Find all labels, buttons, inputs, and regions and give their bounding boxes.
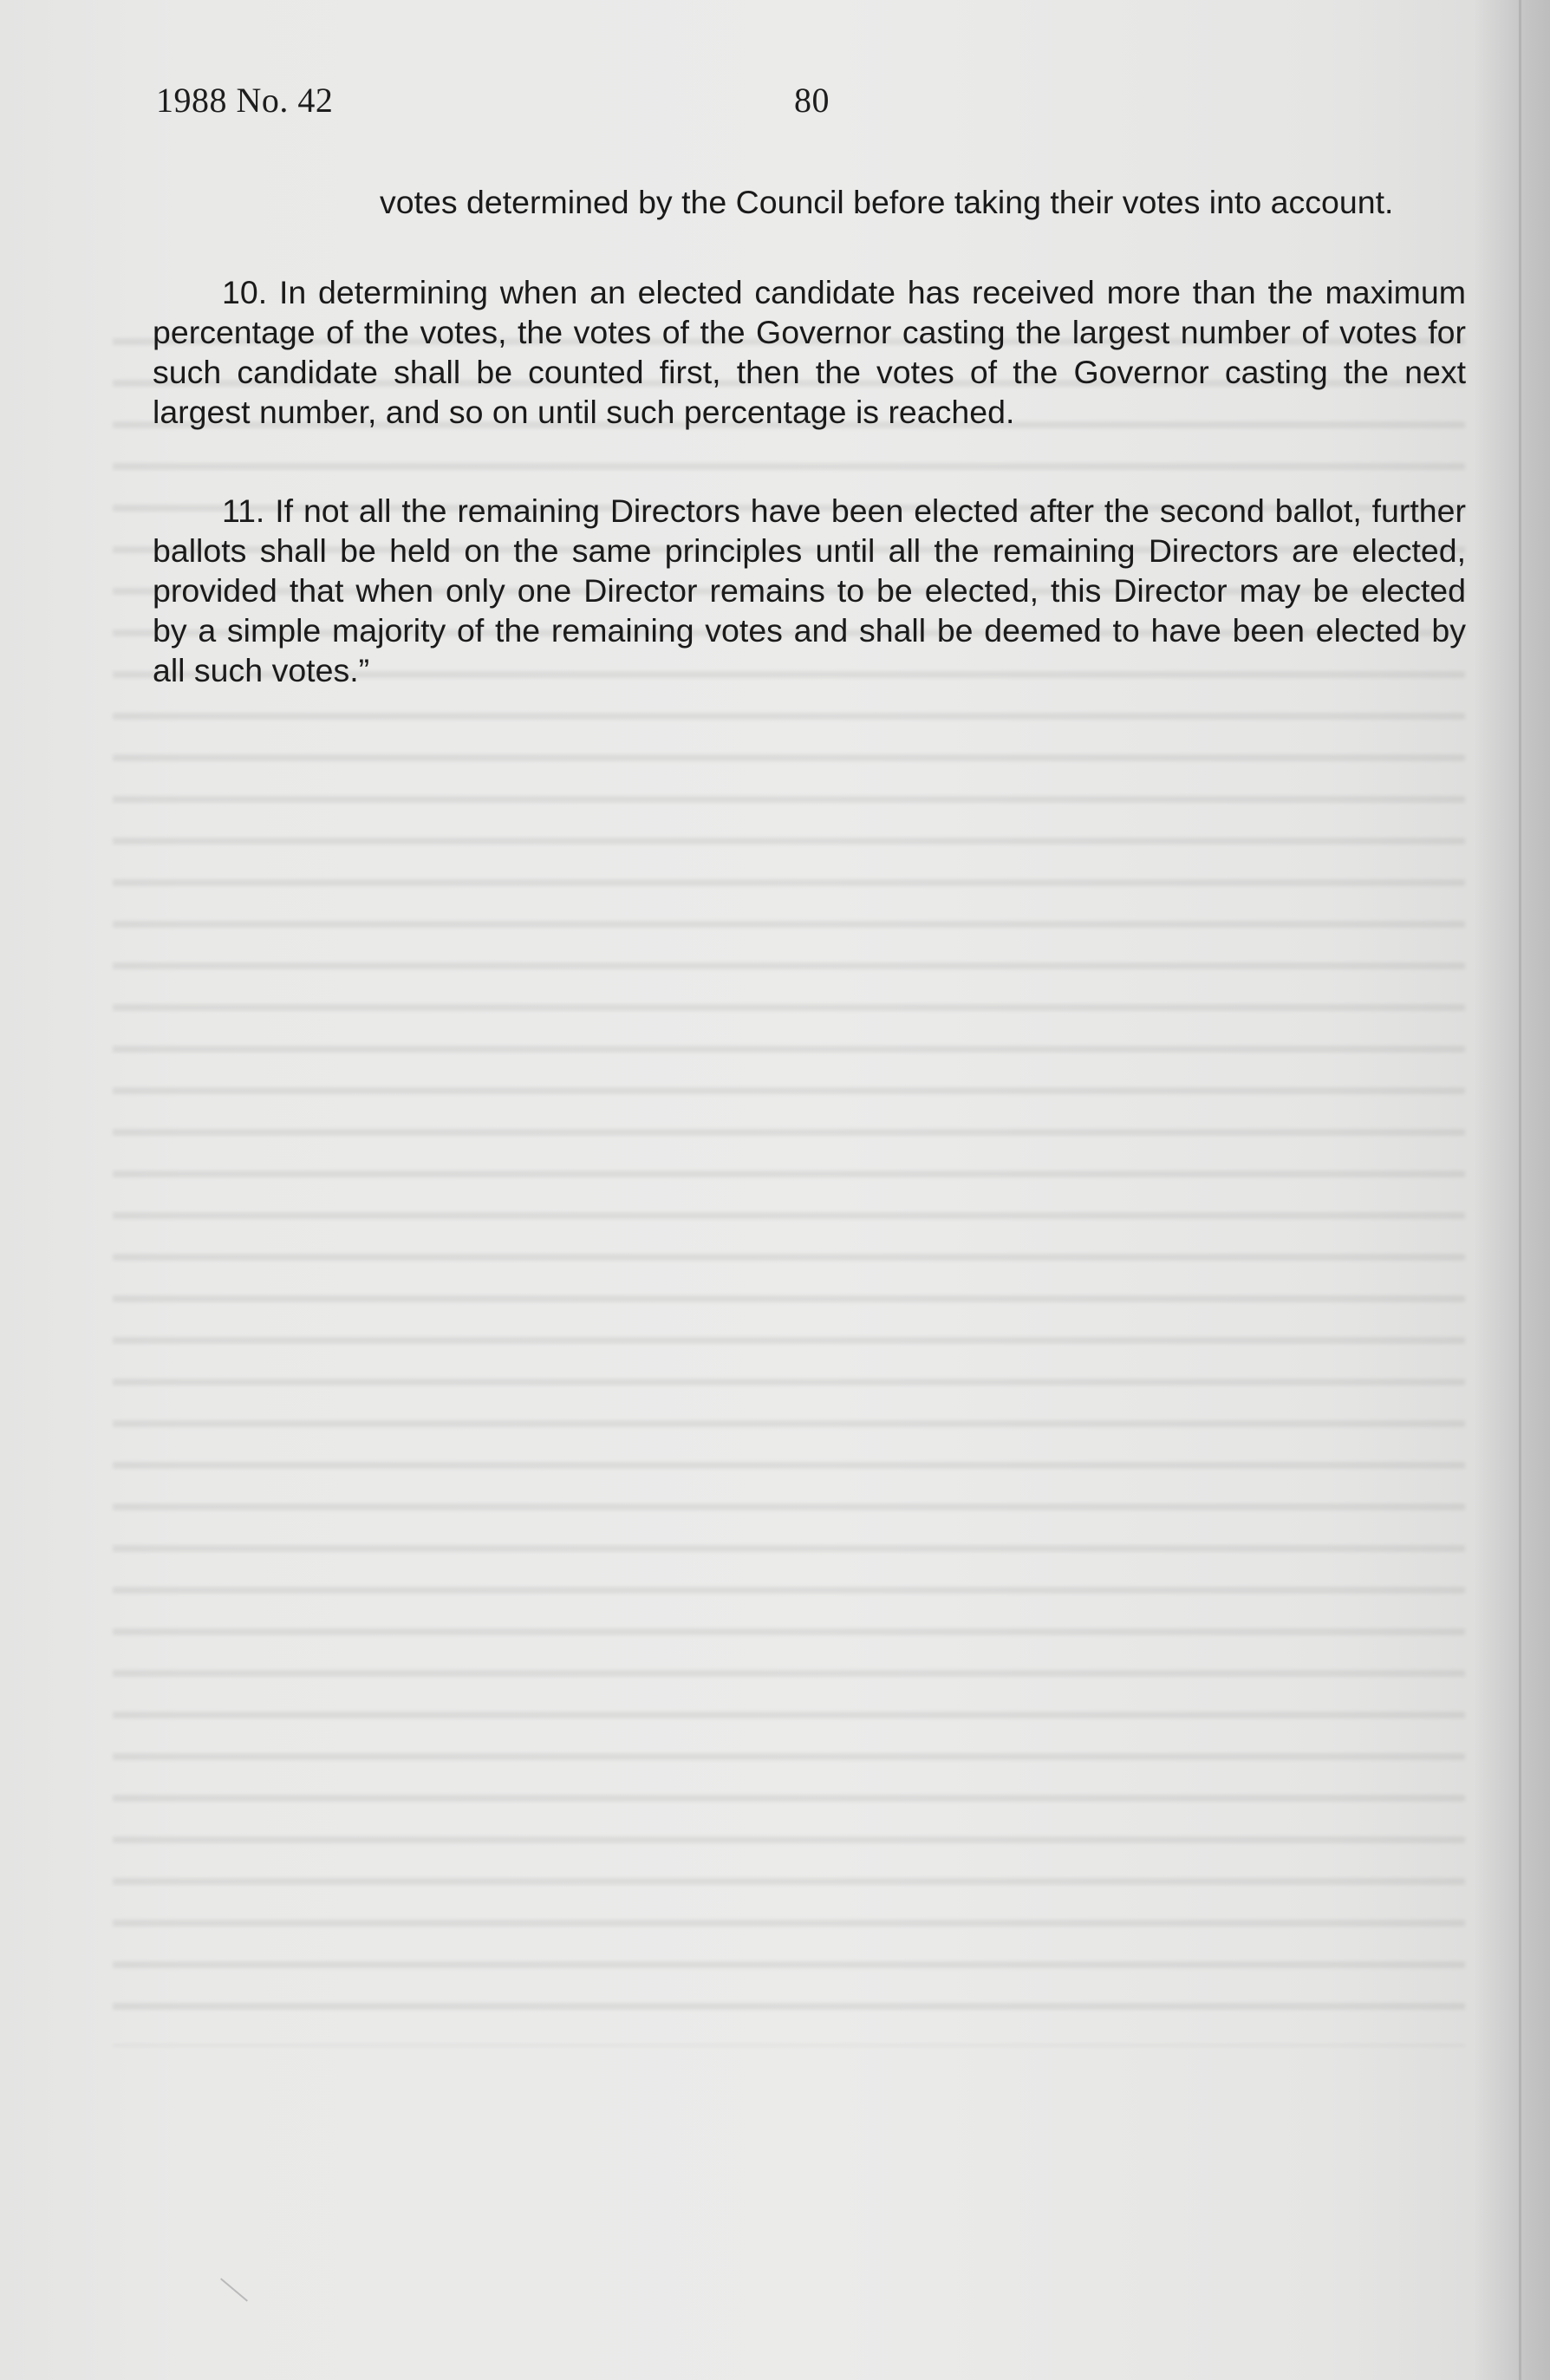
paragraph-number: 10. [222,274,268,310]
body-text [153,182,1466,690]
paragraph-text: votes determined by the Council before taking their votes into account. [380,184,1394,220]
paragraph-text: If not all the remaining Directors have been elected after the second ballot, further ballots shall be held on the same principles until all the remaining Directors are elected, provided that when only one Director remains to be elected, this Director may be elected by a simple majority of the remaining votes and shall be deemed to have been elected by all such votes.” [153,492,1466,688]
page-edge-shadow [1474,0,1550,2380]
paragraph-10 [153,272,1466,432]
paragraph-continuation [153,182,1466,222]
paragraph-number: 11. [222,492,265,529]
page-edge-line [1519,0,1521,2380]
document-reference: 1988 No. 42 [156,81,334,120]
page-number: 80 [794,81,830,120]
paragraph-text: In determining when an elected candidate has received more than the maximum percentage of the votes, the votes of the Governor casting the largest number of votes for such candidate shall be counted first, then the votes of the Governor casting the next largest number, and so on until such percentage is reached. [153,274,1466,430]
stray-mark [220,2278,248,2301]
paragraph-11 [153,491,1466,690]
